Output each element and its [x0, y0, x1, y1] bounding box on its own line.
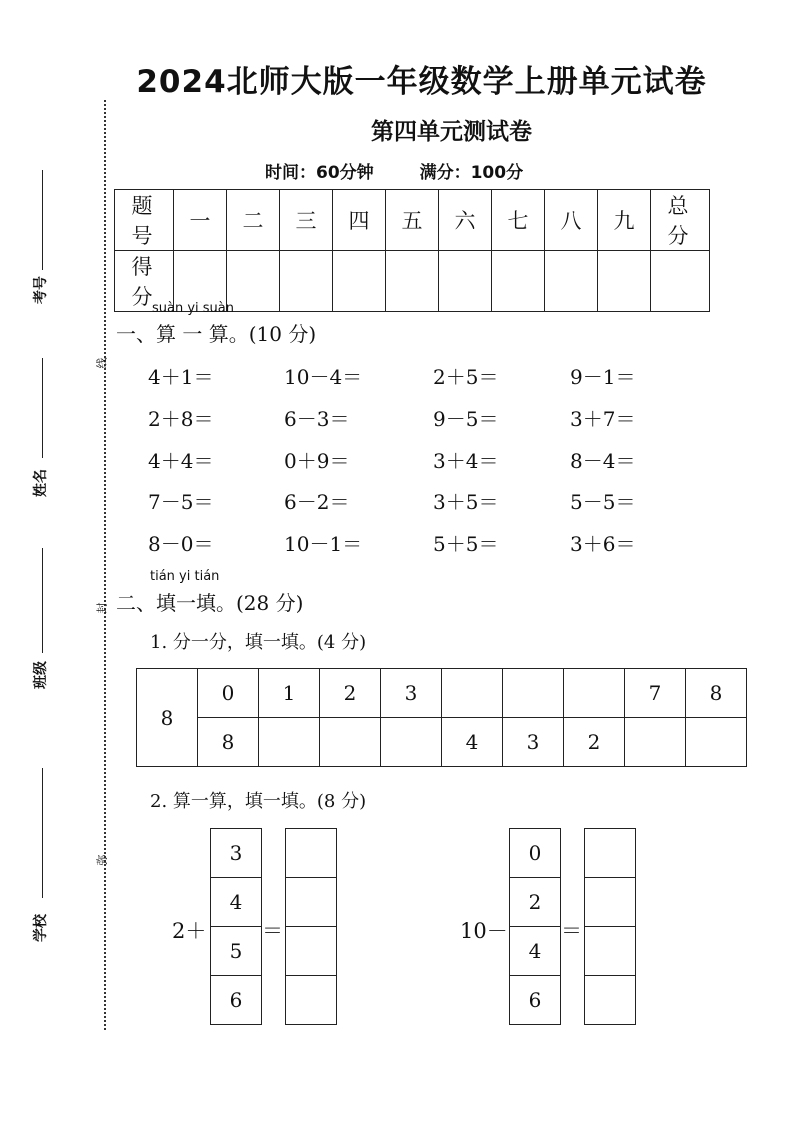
answer-cell[interactable]	[584, 828, 636, 877]
equation: 6－3＝	[284, 407, 350, 431]
binding-char: 封	[95, 602, 109, 614]
equation: 2＋8＝	[148, 407, 214, 431]
equation: 4＋4＝	[148, 449, 214, 473]
split-cell: 2	[564, 718, 625, 767]
equation: 2＋5＝	[433, 365, 499, 389]
split-cell: 8	[198, 718, 259, 767]
binding-dotted-line	[104, 100, 106, 1030]
operand-cell: 4	[210, 877, 262, 926]
equation: 7－5＝	[148, 490, 214, 514]
score-table-header-row	[115, 190, 710, 251]
equation: 9－1＝	[570, 365, 636, 389]
operand-cell: 6	[210, 975, 262, 1025]
section1-pinyin: suàn yi suàn	[152, 301, 235, 316]
score-input-cell[interactable]	[598, 251, 651, 312]
operator-label: 10－	[460, 919, 508, 943]
answer-column	[584, 828, 636, 1025]
exam-number-label: 考号	[33, 276, 49, 304]
split-table	[136, 668, 747, 767]
equals-sign: ＝	[262, 919, 283, 943]
split-cell: 7	[625, 669, 686, 718]
score-header-cell: 三	[280, 190, 333, 251]
split-cell: 8	[686, 669, 747, 718]
question2-title: 2. 算一算，填一填。(8 分)	[150, 791, 367, 812]
equation: 3＋6＝	[570, 532, 636, 556]
equation: 10－4＝	[284, 365, 363, 389]
class-line[interactable]	[42, 548, 43, 653]
split-top-row	[137, 669, 747, 718]
school-line[interactable]	[42, 768, 43, 898]
equation: 3＋7＝	[570, 407, 636, 431]
score-header-cell: 题 号	[115, 190, 174, 251]
equation: 3＋4＝	[433, 449, 499, 473]
split-blank[interactable]	[381, 718, 442, 767]
score-header-cell: 八	[545, 190, 598, 251]
answer-cell[interactable]	[584, 926, 636, 975]
answer-column	[285, 828, 337, 1025]
equals-sign: ＝	[561, 919, 582, 943]
answer-cell[interactable]	[285, 877, 337, 926]
score-input-cell[interactable]	[280, 251, 333, 312]
operand-column	[210, 828, 262, 1025]
split-bottom-row	[137, 718, 747, 767]
score-header-cell: 二	[227, 190, 280, 251]
split-cell: 1	[259, 669, 320, 718]
equation: 8－4＝	[570, 449, 636, 473]
equation: 5＋5＝	[433, 532, 499, 556]
binding-char: 弥	[95, 854, 109, 866]
answer-cell[interactable]	[584, 877, 636, 926]
equation: 4＋1＝	[148, 365, 214, 389]
answer-cell[interactable]	[285, 975, 337, 1025]
name-label: 姓名	[33, 469, 49, 497]
equation: 10－1＝	[284, 532, 363, 556]
operand-cell: 0	[509, 828, 561, 877]
split-blank[interactable]	[625, 718, 686, 767]
split-blank[interactable]	[442, 669, 503, 718]
question1-title: 1. 分一分，填一填。(4 分)	[150, 632, 367, 653]
split-cell: 3	[503, 718, 564, 767]
exam-title	[0, 56, 793, 101]
section2-title: 二、填一填。(28 分)	[116, 591, 304, 615]
operand-cell: 2	[509, 877, 561, 926]
exam-info	[265, 158, 563, 183]
operator-label: 2＋	[172, 919, 207, 943]
section1-title: 一、算 一 算。(10 分)	[116, 322, 317, 346]
score-header-cell: 九	[598, 190, 651, 251]
equation: 6－2＝	[284, 490, 350, 514]
score-input-cell[interactable]	[439, 251, 492, 312]
full-score: 满分：100分	[419, 163, 524, 183]
operand-cell: 3	[210, 828, 262, 877]
answer-cell[interactable]	[285, 828, 337, 877]
split-blank[interactable]	[564, 669, 625, 718]
operand-cell: 6	[509, 975, 561, 1025]
exam-number-line[interactable]	[42, 170, 43, 270]
score-input-cell[interactable]	[227, 251, 280, 312]
equation: 0＋9＝	[284, 449, 350, 473]
split-cell: 0	[198, 669, 259, 718]
score-input-cell[interactable]	[333, 251, 386, 312]
split-total: 8	[137, 669, 198, 767]
split-cell: 2	[320, 669, 381, 718]
section2-pinyin: tián yi tián	[150, 569, 220, 584]
equation: 9－5＝	[433, 407, 499, 431]
answer-cell[interactable]	[584, 975, 636, 1025]
split-blank[interactable]	[686, 718, 747, 767]
operand-column	[509, 828, 561, 1025]
score-header-cell: 五	[386, 190, 439, 251]
score-header-cell: 四	[333, 190, 386, 251]
score-header-cell: 总 分	[651, 190, 710, 251]
equation: 3＋5＝	[433, 490, 499, 514]
score-input-cell[interactable]	[545, 251, 598, 312]
score-header-cell: 一	[174, 190, 227, 251]
equation: 8－0＝	[148, 532, 214, 556]
operand-cell: 5	[210, 926, 262, 975]
split-cell: 4	[442, 718, 503, 767]
score-input-cell[interactable]	[386, 251, 439, 312]
name-line[interactable]	[42, 358, 43, 458]
score-input-cell[interactable]	[651, 251, 710, 312]
score-header-cell: 六	[439, 190, 492, 251]
binding-char: 线	[95, 357, 109, 369]
split-blank[interactable]	[259, 718, 320, 767]
score-row-label: 得 分	[115, 251, 174, 312]
time-limit: 时间：60分钟	[265, 163, 374, 183]
operand-cell: 4	[509, 926, 561, 975]
score-header-cell: 七	[492, 190, 545, 251]
equation: 5－5＝	[570, 490, 636, 514]
split-cell: 3	[381, 669, 442, 718]
class-label: 班级	[33, 661, 49, 689]
exam-title-text: 2024北师大版一年级数学上册单元试卷	[136, 64, 707, 100]
exam-subtitle: 第四单元测试卷	[371, 119, 532, 145]
score-input-cell[interactable]	[492, 251, 545, 312]
score-table	[114, 189, 710, 312]
split-blank[interactable]	[320, 718, 381, 767]
answer-cell[interactable]	[285, 926, 337, 975]
school-label: 学校	[33, 914, 49, 942]
split-blank[interactable]	[503, 669, 564, 718]
